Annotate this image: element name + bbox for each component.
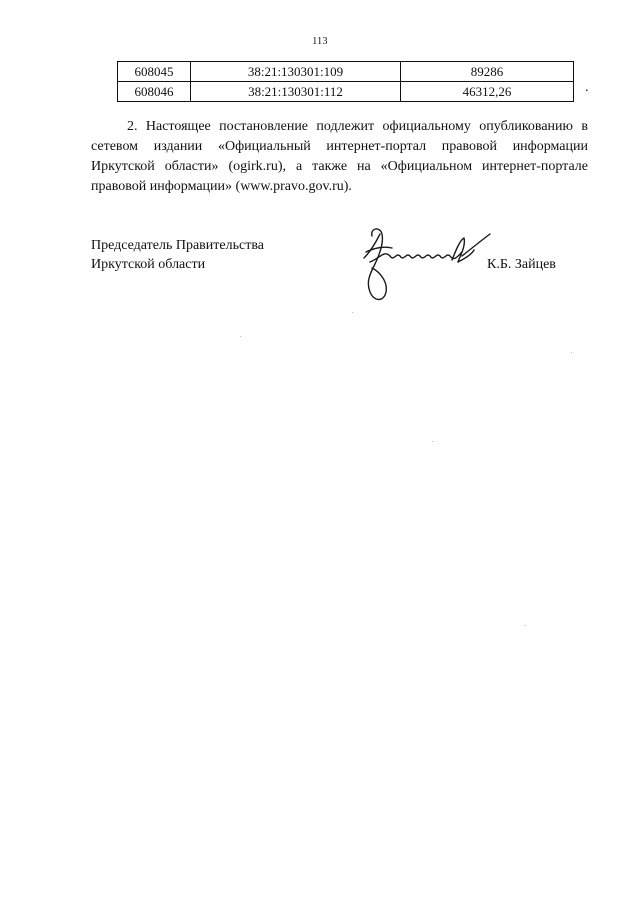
table-cell: 38:21:130301:112	[191, 82, 401, 102]
signer-title	[91, 236, 264, 274]
table-cell: 46312,26	[401, 82, 574, 102]
signer-title-line-2: Иркутской области	[91, 257, 206, 272]
scan-speck	[432, 441, 433, 442]
table-cell: 38:21:130301:109	[191, 62, 401, 82]
table-row	[118, 82, 574, 102]
scan-speck	[240, 336, 241, 337]
signer-name: К.Б. Зайцев	[487, 257, 556, 272]
publication-paragraph: 2. Настоящее постановление подлежит официальному опубликованию в сетевом издании «Официальный интернет-портал правовой информации Иркутской области» (ogirk.ru), а также на «Официальном интернет-портале правовой информации» (www.pravo.gov.ru).	[91, 119, 588, 194]
land-plots-table	[117, 61, 574, 102]
table-trailing-mark: .	[585, 80, 589, 95]
scan-speck	[352, 312, 353, 313]
page-number: 113	[312, 36, 328, 47]
scan-speck	[525, 625, 526, 626]
table-row	[118, 62, 574, 82]
handwritten-signature	[340, 222, 500, 312]
signer-title-line-1: Председатель Правительства	[91, 238, 264, 253]
table-cell: 608046	[118, 82, 191, 102]
scan-speck	[571, 352, 572, 353]
table-cell: 608045	[118, 62, 191, 82]
table-cell: 89286	[401, 62, 574, 82]
